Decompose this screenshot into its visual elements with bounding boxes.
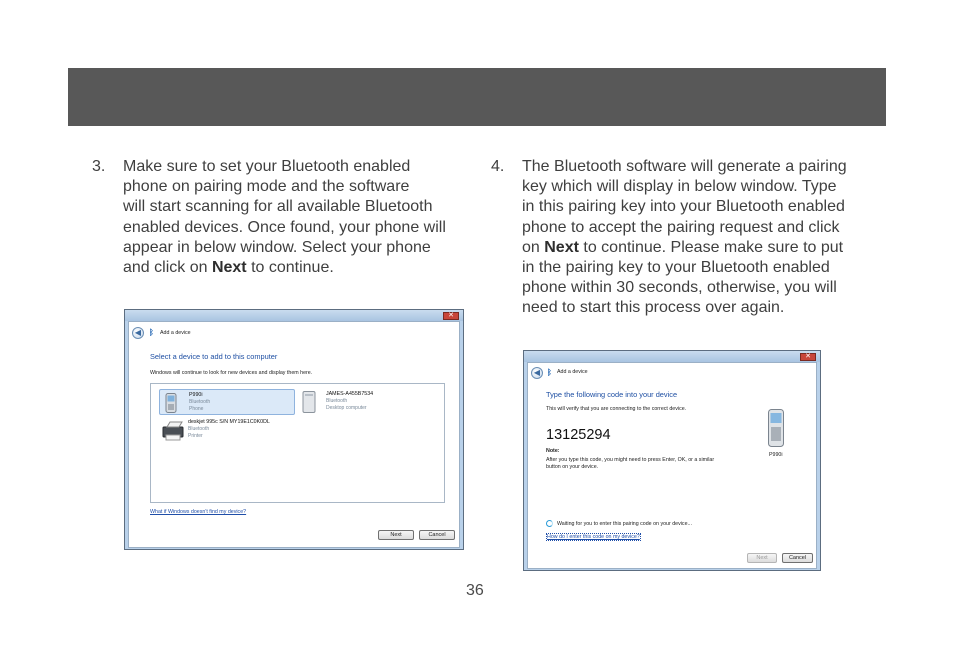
step-text (522, 157, 847, 319)
device-category: Desktop computer (326, 405, 367, 411)
step-number: 3. (92, 158, 106, 175)
step-number: 4. (491, 158, 505, 175)
loading-icon (546, 520, 553, 527)
back-arrow-icon[interactable]: ◀ (531, 367, 543, 379)
header-bar (68, 68, 886, 126)
step-line: Make sure to set your Bluetooth enabled (123, 158, 411, 175)
step-line: appear in below window. Select your phone (123, 238, 431, 256)
step-line: The Bluetooth software will generate a pairing (522, 158, 847, 175)
title-bar (125, 310, 463, 321)
window-title: Add a device (160, 330, 191, 336)
next-emphasis: Next (544, 238, 579, 256)
step-line: will start scanning for all available Bluetooth (123, 198, 433, 216)
step-line: phone within 30 seconds, otherwise, you will (522, 279, 837, 297)
bluetooth-icon: ᛒ (547, 368, 552, 377)
device-item-printer[interactable] (159, 417, 319, 443)
bluetooth-icon: ᛒ (149, 328, 154, 337)
printer-icon (160, 421, 186, 441)
device-type: Bluetooth (326, 398, 348, 404)
close-button[interactable]: ✕ (800, 353, 816, 361)
close-button[interactable]: ✕ (443, 312, 459, 320)
step-line: in the pairing key to your Bluetooth enabled (522, 259, 830, 277)
step-line: phone to accept the pairing request and click (522, 218, 840, 236)
desktop-computer-icon (301, 391, 317, 413)
text-run: to continue. (246, 259, 334, 277)
back-arrow-icon[interactable]: ◀ (132, 327, 144, 339)
page-number: 36 (466, 582, 484, 599)
window-title: Add a device (557, 369, 588, 375)
dialog-subtext: This will verify that you are connecting to the correct device. (546, 406, 687, 412)
device-name: JAMES-A455B7534 (326, 391, 374, 397)
title-bar (524, 351, 820, 362)
step-line (123, 258, 446, 278)
next-button[interactable]: Next (747, 553, 777, 563)
device-item-computer[interactable] (297, 389, 437, 415)
add-device-dialog-code (523, 350, 821, 571)
text-run: and click on (123, 259, 212, 277)
cancel-button[interactable]: Cancel (419, 530, 455, 540)
step-line: phone on pairing mode and the software (123, 178, 410, 196)
device-type: Bluetooth (189, 399, 211, 405)
help-link[interactable]: How do I enter this code on my device? (547, 534, 640, 540)
device-item-p990i[interactable] (159, 389, 295, 415)
help-link[interactable]: What if Windows doesn't find my device? (150, 509, 247, 515)
step-line: key which will display in below window. Type (522, 178, 837, 196)
phone-icon (767, 409, 785, 447)
dialog-content (128, 321, 460, 548)
add-device-dialog-select (124, 309, 464, 550)
step-text (123, 157, 446, 278)
dialog-subtext: Windows will continue to look for new devices and display them here. (150, 370, 313, 376)
dialog-content (527, 362, 817, 569)
device-category: Printer (188, 433, 203, 439)
step-line: enabled devices. Once found, your phone will (123, 218, 446, 236)
cancel-button[interactable]: Cancel (782, 553, 813, 563)
device-category: Phone (189, 406, 204, 412)
device-name: P990i (189, 392, 203, 398)
step-line: need to start this process over again. (522, 299, 785, 317)
text-run: to continue. Please make sure to put (578, 238, 844, 256)
next-button[interactable]: Next (378, 530, 414, 540)
device-name: deskjet 995c S/N MY19E1C0K0DL (188, 419, 270, 425)
phone-icon (164, 393, 178, 413)
dialog-heading: Type the following code into your device (546, 390, 678, 399)
device-list (150, 383, 445, 503)
device-type: Bluetooth (188, 426, 210, 432)
device-name: P990i (769, 452, 783, 458)
note-text: button on your device. (546, 464, 599, 470)
note-text: After you type this code, you might need to press Enter, OK, or a similar (546, 457, 715, 463)
dialog-heading: Select a device to add to this computer (150, 352, 278, 361)
step-line (522, 238, 847, 258)
text-run: on (522, 238, 545, 256)
waiting-text: Waiting for you to enter this pairing code on your device... (557, 521, 692, 527)
pairing-code: 13125294 (546, 427, 611, 443)
note-label: Note: (546, 448, 560, 454)
next-emphasis: Next (211, 259, 247, 277)
step-line: in this pairing key into your Bluetooth enabled (522, 198, 845, 216)
